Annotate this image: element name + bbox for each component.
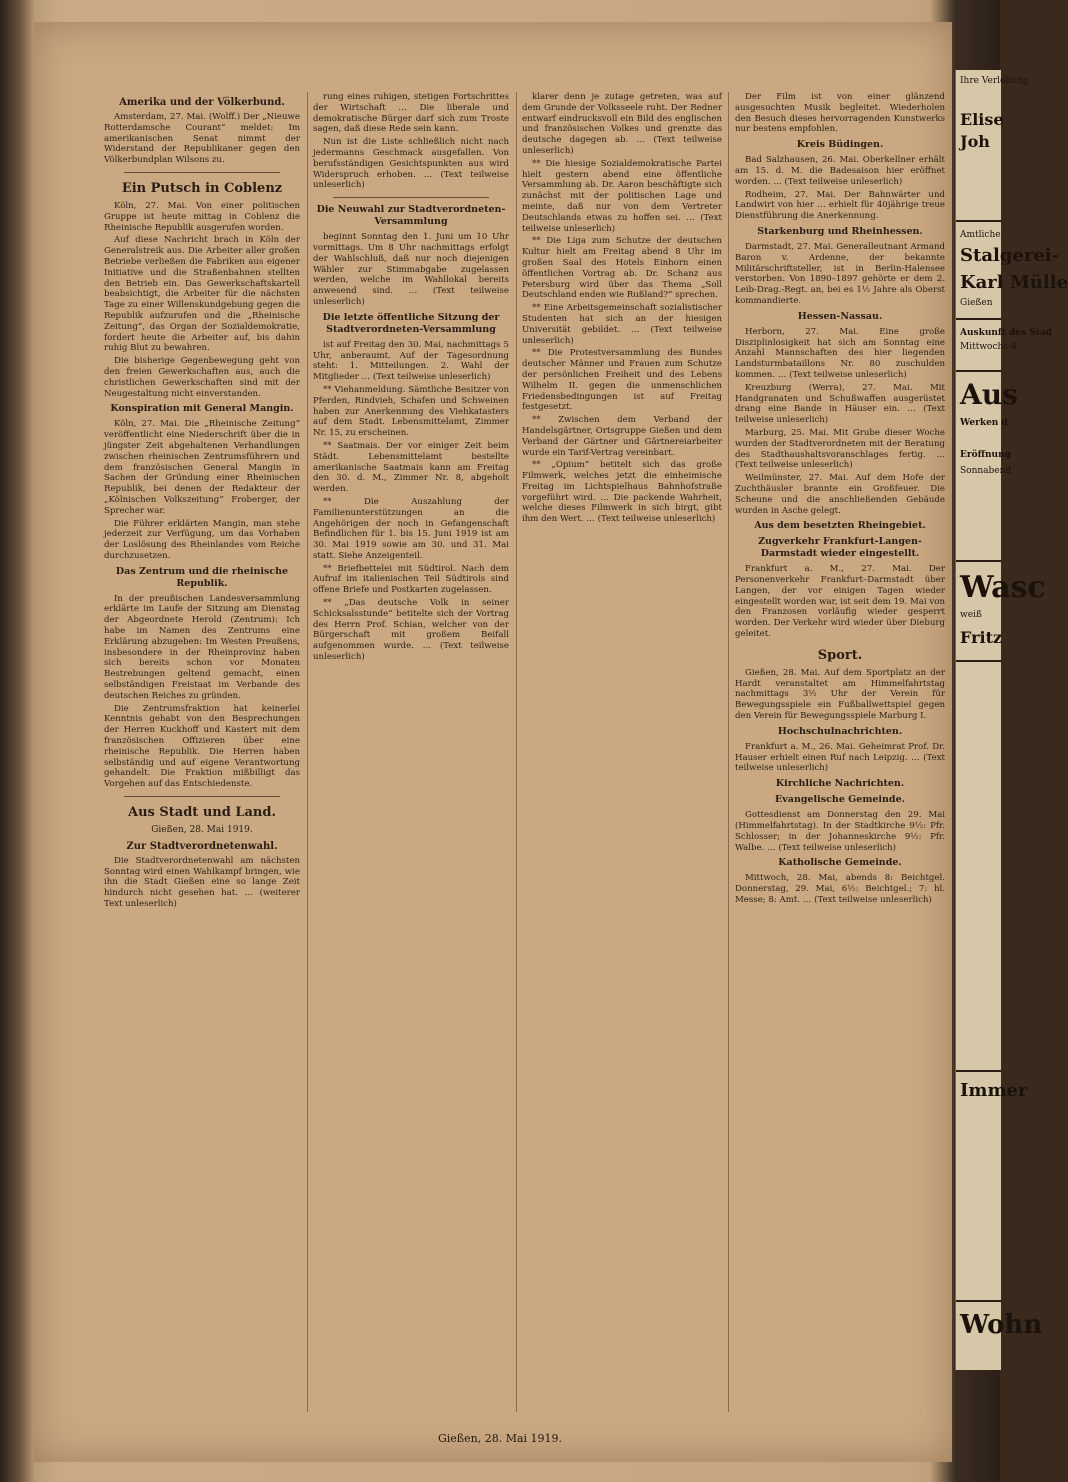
paragraph: ** Eine Arbeitsgemeinschaft sozialistischer Studenten hat sich an der hiesigen Universität gebildet. … (Text teilweise unleserlich) xyxy=(522,303,722,346)
subheadline: Aus dem besetzten Rheingebiet. xyxy=(754,520,926,532)
headline: Amerika und der Völkerbund. xyxy=(119,97,285,108)
paragraph: Rodheim, 27. Mai. Der Bahnwärter und Landwirt von hier … erhielt für 40jährige treue Dienstführung die Anerkennung. xyxy=(735,189,945,222)
paragraph: ** Saatmais. Der vor einiger Zeit beim Städt. Lebensmittelamt bestellte amerikanische Saatmais kann am Freitag den 30. d. M., Zimmer Nr. 8, abgeholt werden. xyxy=(313,440,509,495)
paragraph: ** Die Auszahlung der Familienunterstützungen an die Angehörigen der noch in Gefangenschaft Befindlichen für 1. bis 15. Juni 1919 ist am 30. Mai 1919 sowie am 30. und 31. Mai statt. Siehe Anzeigenteil. xyxy=(313,496,509,561)
paragraph: ** „Das deutsche Volk in seiner Schicksalsstunde“ betitelte sich der Vortrag des Herrn Prof. Schian, welcher von der Bürgerschaft mit großem Beifall aufgenommen wurde. … (Text teilweise unleserlich) xyxy=(313,598,509,663)
paragraph: Gottesdienst am Donnerstag den 29. Mai (Himmelfahrtstag). In der Stadtkirche 9½: Pfr. Schlosser; in der Johanneskirche 9½: Pfr. Walbe. … (Text teilweise unleserlich) xyxy=(735,810,945,853)
paragraph: Frankfurt a. M., 26. Mai. Geheimrat Prof. Dr. Hauser erhielt einen Ruf nach Leipzig. … (Text teilweise unleserlich) xyxy=(735,741,945,774)
paragraph: Mittwoch, 28. Mai, abends 8: Beichtgel. Donnerstag, 29. Mai, 6½: Beichtgel.; 7: hl. Messe; 8: Amt. … (Text teilweise unleserlich) xyxy=(735,873,945,906)
paragraph: Der Film ist von einer glänzend ausgesuchten Musik begleitet. Wiederholen den Besuch dieses hervorragenden Kunstwerks nur bestens empfohlen. xyxy=(735,92,945,135)
subheadline: Konspiration mit General Mangin. xyxy=(110,403,294,415)
paragraph: Die bisherige Gegenbewegung geht von den freien Gewerkschaften aus, auch die christlichen Gewerkschaften sind mit der Neugestaltung nicht einverstanden. xyxy=(104,356,300,399)
column-3 xyxy=(522,92,722,1422)
strip-text: Immer xyxy=(960,1080,1028,1101)
paragraph: Die Zentrumsfraktion hat keinerlei Kenntnis gehabt von den Besprechungen der Herren Kuckhoff und Kastert mit dem französischen Offizieren über eine rheinische Republik. Die Herren haben selbständig und auf eigene Verantwortung gehandelt. Die Fraktion mißbilligt das Vorgehen auf das Entschiedenste. xyxy=(104,703,300,790)
strip-text: Fritz xyxy=(960,628,1003,647)
paragraph: In der preußischen Landesversammlung erklärte im Laufe der Sitzung am Dienstag der Abgeordnete Herold (Zentrum): Ich habe im Namen des Zentrums eine Erklärung abzugeben: Im Westen Preußens, insbesondere in der Rheinprovinz haben sich bereits schon vor Monaten Bestrebungen geltend gemacht, einen selbständigen Freistaat im Verbande des deutschen Reiches zu gründen. xyxy=(104,593,300,701)
strip-text: Werken d xyxy=(960,418,1008,428)
section-title: Sport. xyxy=(817,647,863,663)
column-rule xyxy=(516,92,517,1412)
subheadline: Die Neuwahl zur Stadtverordneten-Versammlung xyxy=(316,204,506,228)
subheadline: Katholische Gemeinde. xyxy=(778,857,902,869)
column-rule xyxy=(728,92,729,1412)
paragraph: ist auf Freitag den 30. Mai, nachmittags 5 Uhr, anberaumt. Auf der Tagesordnung steht: 1. Mitteilungen. 2. Wahl der Mitglieder … (Text teilweise unleserlich) xyxy=(313,339,509,383)
strip-text: Aus xyxy=(960,378,1018,411)
paragraph: ** Briefbettelei mit Südtirol. Nach dem Aufruf im italienischen Teil Südtirols sind offene Briefe und Postkarten zugelassen. xyxy=(313,563,509,596)
paragraph: Kreuzburg (Werra), 27. Mai. Mit Handgranaten und Schußwaffen ausgerüstet drang eine Bande in Häuser ein. … (Text teilweise unleserlich) xyxy=(735,382,945,426)
paragraph: rung eines ruhigen, stetigen Fortschrittes der Wirtschaft … Die liberale und demokratische Bürger darf sich zum Troste sagen, daß diese Rede sein kann. xyxy=(313,92,509,135)
paragraph: Herborn, 27. Mai. Eine große Disziplinlosigkeit hat sich am Sonntag eine Anzahl Mannschaften des hier liegenden Landsturmbataillons Nr. 80 zuschulden kommen. … (Text teilweise unleserlich) xyxy=(735,326,945,380)
paragraph: Frankfurt a. M., 27. Mai. Der Personenverkehr Frankfurt–Darmstadt über Langen, der vor einigen Tagen wieder eingestellt worden war, ist seit dem 19. Mai von den Franzosen vorläufig wieder gesperrt worden. Der Verkehr wird wieder über Dieburg geleitet. xyxy=(735,564,945,640)
strip-text: Ihre Verlobung xyxy=(960,76,1029,86)
subheadline: Die letzte öffentliche Sitzung der Stadtverordneten-Versammlung xyxy=(322,311,500,335)
strip-text: Wasc xyxy=(960,570,1046,605)
strip-text: Elise xyxy=(960,110,1004,129)
column-4 xyxy=(735,92,945,1422)
strip-text: Joh xyxy=(960,132,990,151)
paragraph: ** Die Protestversammlung des Bundes deutscher Männer und Frauen zum Schutze der persönlichen Freiheit und des Lebens Wilhelm II. gegen die unmenschlichen Friedensbedingungen ist auf Freitag festgesetzt. xyxy=(522,348,722,413)
strip-text: Auskunft des Stad xyxy=(960,328,1053,338)
strip-text: weiß xyxy=(960,610,982,620)
subheadline: Starkenburg und Rheinhessen. xyxy=(757,225,923,237)
paragraph: Nun ist die Liste schließlich nicht nach jedermanns Geschmack ausgefallen. Von berufsständigen Gesichtspunkten aus wird Widerspruch erhoben. … (Text teilweise unleserlich) xyxy=(313,137,509,191)
paragraph: Darmstadt, 27. Mai. Generalleutnant Armand Baron v. Ardenne, der bekannte Militärschriftsteller, ist in Berlin-Halensee verstorben. Von 1890–1897 gehörte er dem 2. Leib-Drag.-Regt. an, bei es 1½ Jahre als Oberst kommandierte. xyxy=(735,241,945,306)
strip-text: Sonnabend xyxy=(960,466,1012,476)
strip-text: Amtliche xyxy=(960,230,1001,240)
paragraph: Köln, 27. Mai. Die „Rheinische Zeitung“ veröffentlicht eine Niederschrift über die in jüngster Zeit abgehaltenen Verhandlungen zwischen rheinischen Zentrumsführern und dem französischen General Mangin in Sachen der Gründung einer Rheinischen Republik, bei denen der Redakteur der „Kölnischen Volkszeitung“ Froberger, der Sprecher war. xyxy=(104,419,300,516)
paragraph: Weilmünster, 27. Mai. Auf dem Hofe der Zuchthäusler brannte ein Großfeuer. Die Scheune und die anschließenden Gebäude wurden in Asche gelegt. xyxy=(735,473,945,516)
column-2 xyxy=(313,92,509,1422)
subheadline: Zugverkehr Frankfurt-Langen-Darmstadt wieder eingestellt. xyxy=(758,536,922,560)
section-title: Aus Stadt und Land. xyxy=(128,805,276,821)
column-rule xyxy=(307,92,308,1412)
paragraph: Marburg, 25. Mai. Mit Grube dieser Woche wurden der Stadtverordneten mit der Beratung des Stadthaushaltsvoranschlages fertig. … (Text teilweise unleserlich) xyxy=(735,427,945,471)
subheadline: Hochschulnachrichten. xyxy=(777,725,903,737)
headline: Ein Putsch in Coblenz xyxy=(121,180,283,196)
strip-text: Eröffnung xyxy=(960,450,1011,460)
subheadline: Das Zentrum und die rheinische Republik. xyxy=(115,565,289,589)
strip-rule xyxy=(956,220,1001,222)
dateline: Gießen, 28. Mai 1919. xyxy=(151,825,253,836)
strip-text: Wohn xyxy=(960,1310,1043,1340)
adjacent-page-strip xyxy=(955,70,1068,1370)
divider xyxy=(124,796,280,797)
paragraph: Köln, 27. Mai. Von einer politischen Gruppe ist heute mittag in Coblenz die Rheinische Republik ausgerufen worden. xyxy=(104,200,300,233)
paragraph: Auf diese Nachricht brach in Köln der Generalstreik aus. Die Arbeiter aller großen Betriebe verließen die Fabriken aus eigener Initiative und die Straßenbahnen stellten den Betrieb ein. Das Gewerkschaftskartell beabsichtigt, die Arbeiter für die nächsten Tage zu einer Willenskundgebung gegen die Republik aufzurufen und die „Rheinische Zeitung“, das Organ der Sozialdemokratie, fordert heute die Arbeiter auf, bis dahin ruhig Blut zu bewahren. xyxy=(104,235,300,354)
paragraph: beginnt Sonntag den 1. Juni um 10 Uhr vormittags. Um 8 Uhr nachmittags erfolgt der Wahlschluß, daß nur noch diejenigen Wähler zur Stimmabgabe zugelassen werden, welche im Wahllokal bereits anwesend sind. … (Text teilweise unleserlich) xyxy=(313,232,509,307)
page-footer: Gießen, 28. Mai 1919. xyxy=(437,1432,563,1445)
strip-text: Gießen xyxy=(960,298,993,308)
strip-text: Mittwochs 4 xyxy=(960,342,1017,352)
strip-rule xyxy=(956,1300,1001,1302)
strip-rule xyxy=(956,560,1001,562)
strip-rule xyxy=(956,370,1001,372)
paragraph: ** Viehanmeldung. Sämtliche Besitzer von Pferden, Rindvieh, Schafen und Schweinen haben zur Anerkennung des Viehkatasters auf dem Stadt. Lebensmittelamt, Zimmer Nr. 15, zu erscheinen. xyxy=(313,384,509,439)
paragraph: klarer denn je zutage getreten, was auf dem Grunde der Volksseele ruht. Der Redner entwarf eindrucksvoll ein Bild des englischen und französischen Volkes und grenzte das deutsche dagegen ab. … (Text teilweise unleserlich) xyxy=(522,92,722,156)
paragraph: Die Führer erklärten Mangin, man stehe jederzeit zur Verfügung, um das Vorhaben der Loslösung des Rheinlandes vom Reiche durchzusetzen. xyxy=(104,518,300,561)
strip-text: Stalgerei- xyxy=(960,245,1060,266)
subheadline: Kirchliche Nachrichten. xyxy=(775,778,905,790)
column-1 xyxy=(104,92,300,1422)
paragraph: Bad Salzhausen, 26. Mai. Oberkellner erhält am 15. d. M. die Badesaison hier eröffnet worden. … (Text teilweise unleserlich) xyxy=(735,155,945,187)
strip-text: Karl Mülle xyxy=(960,272,1068,293)
paragraph: ** Zwischen dem Verband der Handelsgärtner, Ortsgruppe Gießen und dem Verband der Gärtner und Gärtnereiarbeiter wurde ein Tarif-Vertrag vereinbart. xyxy=(522,415,722,458)
paragraph: Gießen, 28. Mai. Auf dem Sportplatz an der Hardt veranstaltet am Himmelfahrtstag nachmittags 3½ Uhr der Verein für Bewegungsspiele ein Fußballwettspiel gegen den Verein für Bewegungsspiele Marburg I. xyxy=(735,667,945,722)
headline: Zur Stadtverordnetenwahl. xyxy=(126,840,278,852)
subheadline: Kreis Büdingen. xyxy=(796,139,884,151)
strip-rule xyxy=(956,1070,1001,1072)
divider xyxy=(333,197,489,198)
strip-rule xyxy=(956,660,1001,662)
paragraph: ** „Opium“ betitelt sich das große Filmwerk, welches jetzt die einheimische Freitag im Lichtspielhaus Bahnhofstraße vorgeführt wird. … Die packende Wahrheit, welche dieses Filmwerk in sich birgt, gibt ihm den Wert. … (Text teilweise unleserlich) xyxy=(522,460,722,525)
strip-rule xyxy=(956,318,1001,320)
subheadline: Evangelische Gemeinde. xyxy=(775,794,905,806)
divider xyxy=(124,172,280,173)
subheadline: Hessen-Nassau. xyxy=(797,310,883,322)
paragraph: ** Die Liga zum Schutze der deutschen Kultur hielt am Freitag abend 8 Uhr im großen Saal des Hotels Einhorn einen öffentlichen Vortrag ab. Dr. Schanz aus Petersburg wird über das Thema „Soll Deutschland enden wie Rußland?“ sprechen. xyxy=(522,236,722,301)
paragraph: Die Stadtverordnetenwahl am nächsten Sonntag wird einen Wahlkampf bringen, wie ihn die Stadt Gießen eine so lange Zeit hindurch nicht gesehen hat. … (weiterer Text unleserlich) xyxy=(104,855,300,910)
paragraph: Amsterdam, 27. Mai. (Wolff.) Der „Nieuwe Rotterdamsche Courant“ meldet: Im amerikanischen Senat nimmt der Widerstand der Republikaner gegen den Völkerbundplan Wilsons zu. xyxy=(104,112,300,166)
paragraph: ** Die hiesige Sozialdemokratische Partei hielt gestern abend eine öffentliche Versammlung ab. Dr. Aaron beschäftigte sich zunächst mit der politischen Lage und meinte, daß nur von dem Vertreter Deutschlands etwas zu hoffen sei. … (Text teilweise unleserlich) xyxy=(522,158,722,234)
